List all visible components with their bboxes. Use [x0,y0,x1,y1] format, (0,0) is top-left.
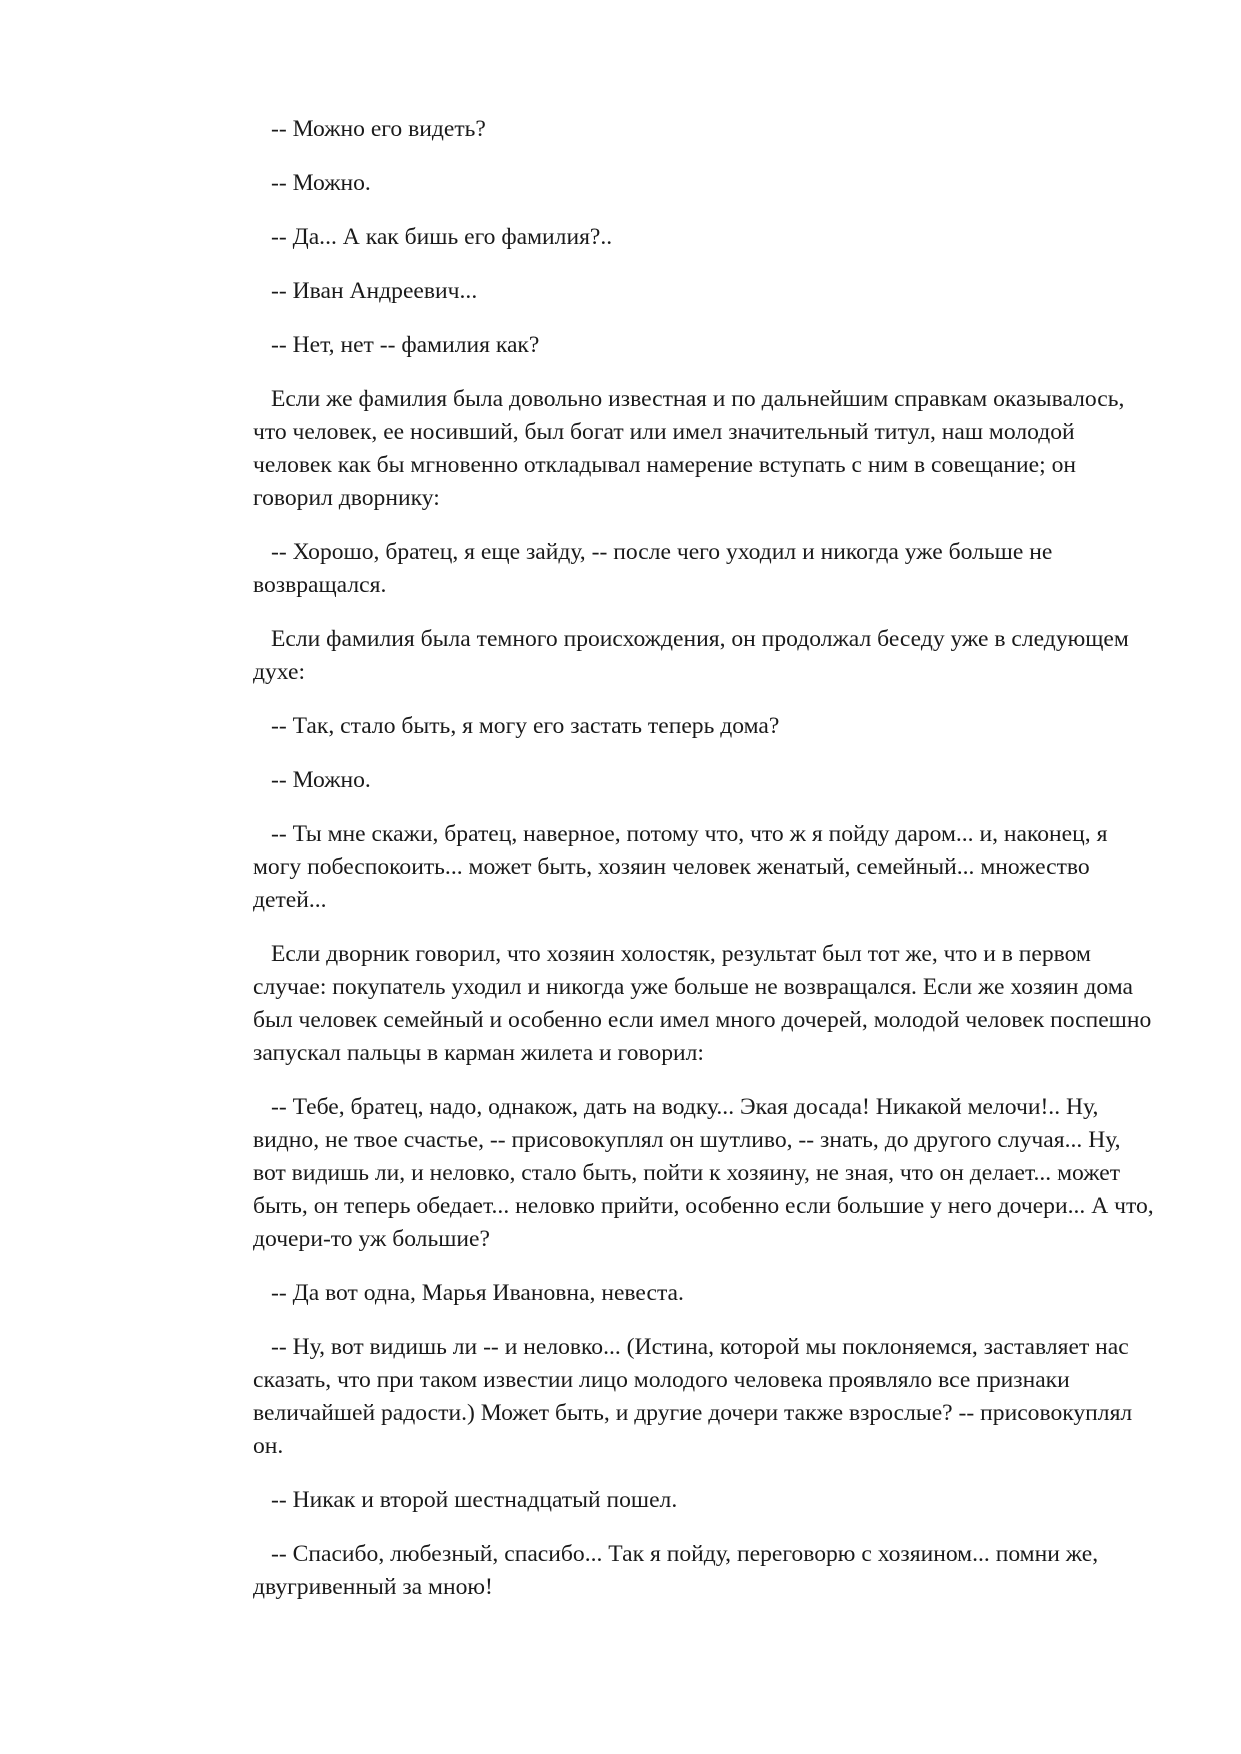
paragraph: -- Спасибо, любезный, спасибо... Так я пойду, переговорю с хозяином... помни же, двугривенный за мною! [253,1541,1099,1600]
paragraph: -- Ну, вот видишь ли -- и неловко... (Истина, которой мы поклоняемся, заставляет нас сказать, что при таком известии лицо молодого человека проявляло все признаки величайшей радости.) Может быть, и другие дочери также взрослые? -- присовокуплял он. [253,1334,1133,1459]
paragraph: -- Нет, нет -- фамилия как? [271,332,540,358]
paragraph: -- Ты мне скажи, братец, наверное, потому что, что ж я пойду даром... и, наконец, я могу побеспокоить... может быть, хозяин человек женатый, семейный... множество детей... [253,821,1108,913]
paragraph: -- Можно. [271,170,371,196]
paragraph: -- Иван Андреевич... [271,278,478,304]
paragraph: -- Да вот одна, Марья Ивановна, невеста. [271,1280,684,1306]
paragraph: -- Хорошо, братец, я еще зайду, -- после чего уходил и никогда уже больше не возвращался. [253,539,1053,598]
paragraph: Если дворник говорил, что хозяин холостяк, результат был тот же, что и в первом случае: покупатель уходил и никогда уже больше не возвращался. Если же хозяин дома был человек семейный и особенно если имел много дочерей, молодой человек поспешно запускал пальцы в карман жилета и говорил: [253,941,1152,1066]
paragraph: -- Да... А как бишь его фамилия?.. [271,224,613,250]
paragraph: Если фамилия была темного происхождения, он продолжал беседу уже в следующем духе: [253,626,1129,685]
paragraph: -- Так, стало быть, я могу его застать теперь дома? [271,713,780,739]
paragraph: -- Можно. [271,767,371,793]
paragraph: -- Никак и второй шестнадцатый пошел. [271,1487,678,1513]
paragraph: -- Тебе, братец, надо, однакож, дать на водку... Экая досада! Никакой мелочи!.. Ну, видно, не твое счастье, -- присовокуплял он шутливо, -- знать, до другого случая... Ну, вот видишь ли, и неловко, стало быть, пойти к хозяину, не зная, что он делает... может быть, он теперь обедает... неловко прийти, особенно если большие у него дочери... А что, дочери-то уж большие? [253,1094,1154,1252]
paragraph: -- Можно его видеть? [271,116,486,142]
text-column [253,113,1159,1625]
paragraph: Если же фамилия была довольно известная и по дальнейшим справкам оказывалось, что человек, ее носивший, был богат или имел значительный титул, наш молодой человек как бы мгновенно откладывал намерение вступать с ним в совещание; он говорил дворнику: [253,386,1125,511]
